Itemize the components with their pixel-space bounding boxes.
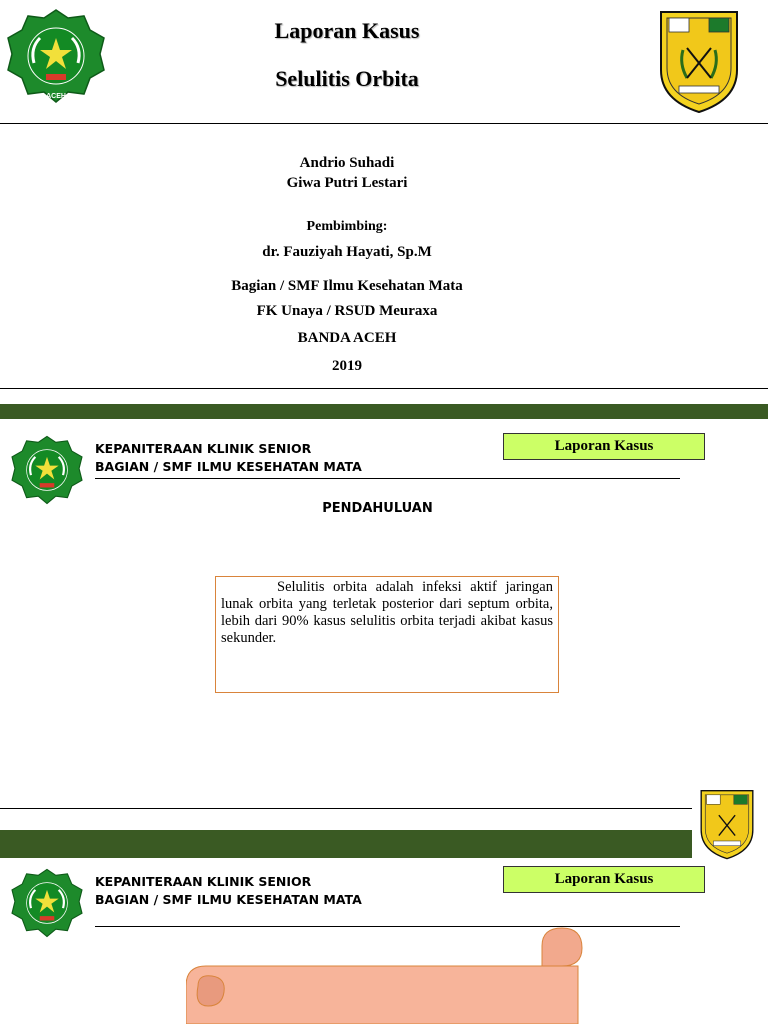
section-title: PENDAHULUAN [322, 501, 433, 516]
author-1: Andrio Suhadi [299, 155, 395, 171]
header-line-2: BAGIAN / SMF ILMU KESEHATAN MATA [95, 459, 362, 474]
intro-text: Selulitis orbita adalah infeksi aktif jaringan lunak orbita yang terletak posterior dari septum orbita, lebih dari 90% kasus selulitis orbita terjadi akibat kasus sekunder. [221, 579, 553, 646]
divider-line [0, 123, 768, 124]
authors [150, 153, 544, 193]
header-underline [95, 478, 680, 479]
logo-aceh-text: ACEH [46, 93, 66, 100]
intro-textbox [215, 576, 559, 693]
slide-subtitle: Selulitis Orbita [275, 66, 419, 91]
laporan-kasus-badge: Laporan Kasus [503, 866, 705, 893]
header-line-2: BAGIAN / SMF ILMU KESEHATAN MATA [95, 892, 362, 907]
supervisor-name: dr. Fauziyah Hayati, Sp.M [262, 244, 432, 260]
header-line-1: KEPANITERAAN KLINIK SENIOR [95, 874, 312, 889]
university-logo [4, 435, 90, 505]
divider-line [0, 388, 768, 389]
divider-line [0, 808, 692, 809]
city-crest-logo [698, 788, 756, 860]
scroll-banner-shape [186, 926, 584, 1024]
green-banner [0, 830, 692, 858]
laporan-kasus-badge: Laporan Kasus [503, 433, 705, 460]
city: BANDA ACEH [297, 330, 397, 346]
header-line-1: KEPANITERAAN KLINIK SENIOR [95, 441, 312, 456]
slide-title: Laporan Kasus [274, 18, 420, 43]
city-crest-logo-right [657, 8, 741, 114]
institution: FK Unaya / RSUD Meuraxa [256, 303, 438, 319]
clinic-header [95, 440, 362, 476]
clinic-header [95, 873, 362, 909]
year: 2019 [332, 358, 362, 374]
university-logo [4, 868, 90, 938]
supervisor-label: Pembimbing: [306, 219, 388, 234]
author-2: Giwa Putri Lestari [286, 175, 408, 191]
green-banner [0, 404, 768, 419]
department: Bagian / SMF Ilmu Kesehatan Mata [231, 278, 463, 294]
university-logo-left [4, 8, 108, 104]
